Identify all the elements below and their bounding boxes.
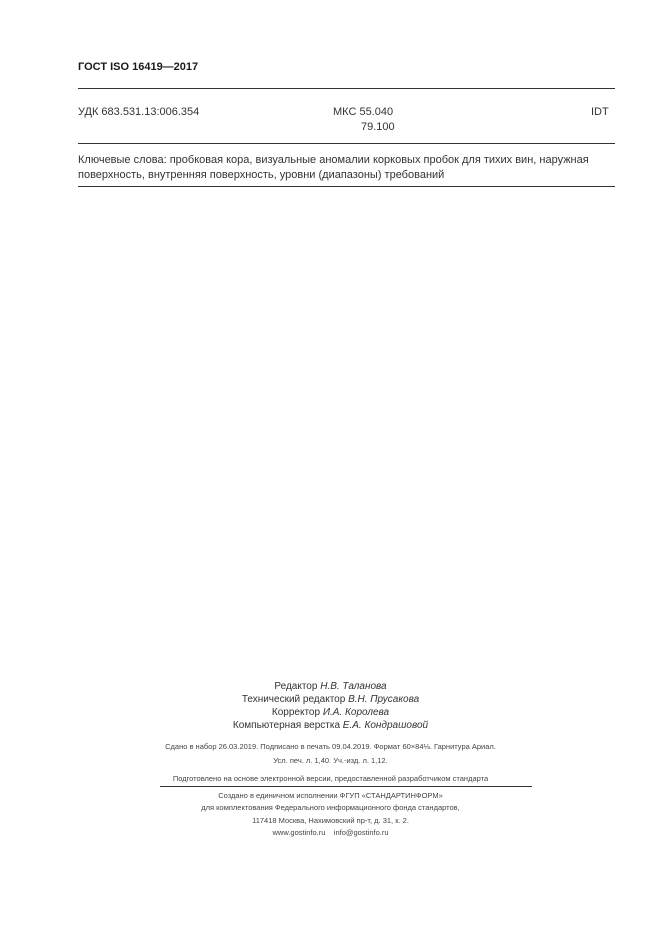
credit-layout <box>0 719 661 732</box>
publisher-divider <box>160 786 532 787</box>
udk-code: УДК 683.531.13:006.354 <box>78 106 200 118</box>
prepared-note: Подготовлено на основе электронной версии, предоставленной разработчиком стандарта <box>172 774 489 783</box>
credit-editor <box>0 680 661 693</box>
credit-tech-editor-name: В.Н. Прусакова <box>348 694 420 705</box>
publisher-website-link[interactable]: www.gostinfo.ru <box>272 828 326 837</box>
publisher-line2: для комплектования Федерального информационного фонда стандартов, <box>201 803 460 812</box>
classification-divider <box>78 143 615 144</box>
header-divider <box>78 88 615 89</box>
credit-corrector-role: Корректор <box>271 707 323 718</box>
keywords-divider <box>78 186 615 187</box>
print-info-line2: Усл. печ. л. 1,40. Уч.-изд. л. 1,12. <box>273 756 388 765</box>
credit-tech-editor-role: Технический редактор <box>241 694 349 705</box>
credit-layout-name: Е.А. Кондрашовой <box>342 720 429 731</box>
keywords-paragraph: Ключевые слова: пробковая кора, визуальные аномалии корковых пробок для тихих вин, наружная поверхность, внутренняя поверхность, уровни (диапазоны) требований <box>78 154 589 181</box>
credit-editor-role: Редактор <box>274 681 321 692</box>
publisher-address: 117418 Москва, Нахимовский пр-т, д. 31, к. 2. <box>252 816 409 825</box>
credit-editor-name: Н.В. Таланова <box>320 681 387 692</box>
publisher-email-link[interactable]: info@gostinfo.ru <box>333 828 389 837</box>
credit-corrector <box>0 706 661 719</box>
publisher-contacts <box>0 827 661 839</box>
credit-tech-editor <box>0 693 661 706</box>
credit-corrector-name: И.А. Королева <box>322 707 390 718</box>
publisher-line1: Создано в единичном исполнении ФГУП «СТАНДАРТИНФОРМ» <box>218 791 443 800</box>
credit-layout-role: Компьютерная верстка <box>232 720 343 731</box>
mks-code-2: 79.100 <box>361 121 395 133</box>
mks-code-1: МКС 55.040 <box>333 106 394 118</box>
print-info-line1: Сдано в набор 26.03.2019. Подписано в печать 09.04.2019. Формат 60×84⅛. Гарнитура Ариал. <box>165 742 496 751</box>
standard-number: ГОСТ ISO 16419—2017 <box>78 61 199 73</box>
idt-marker: IDT <box>591 106 609 118</box>
